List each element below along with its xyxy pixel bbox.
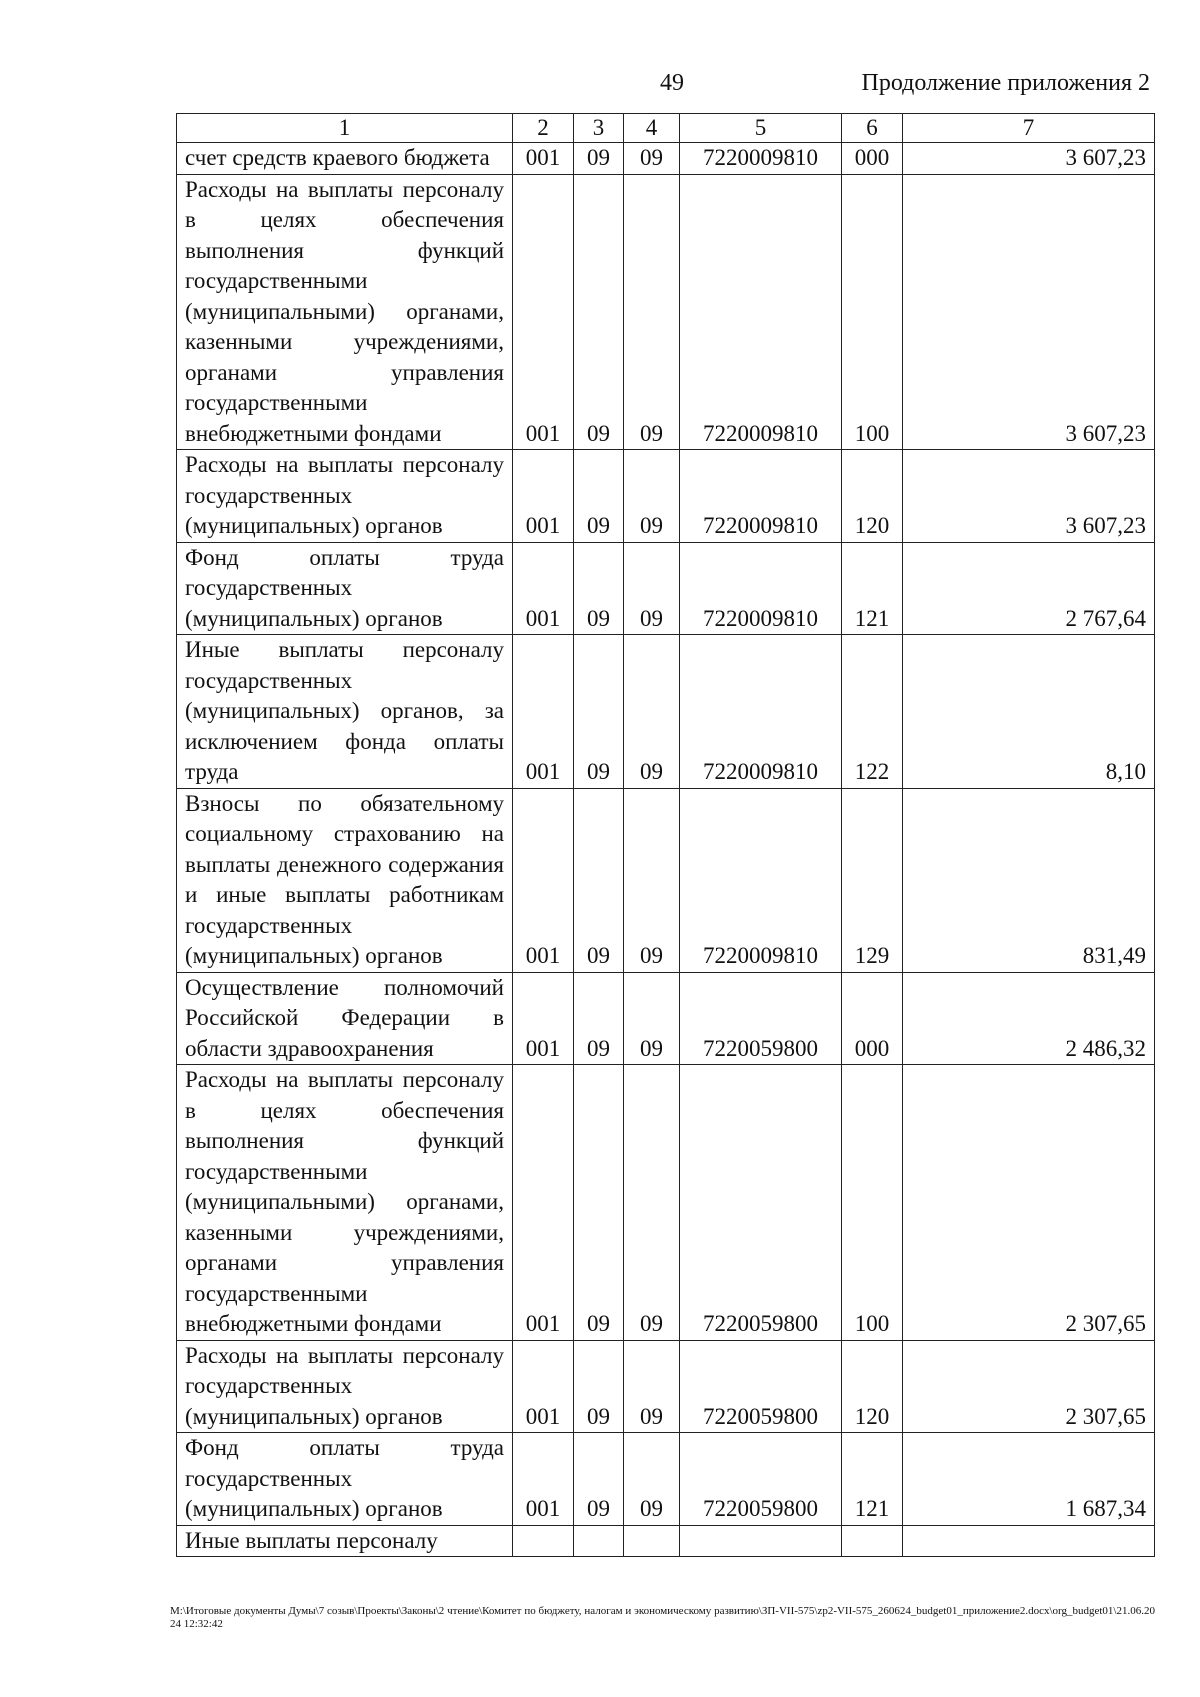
table-row bbox=[177, 143, 1155, 175]
amount bbox=[903, 1525, 1155, 1557]
subsection-code: 09 bbox=[624, 143, 680, 175]
section-code: 09 bbox=[574, 1433, 624, 1526]
amount: 2 307,65 bbox=[903, 1065, 1155, 1341]
section-code: 09 bbox=[574, 143, 624, 175]
continuation-label: Продолжение приложения 2 bbox=[861, 70, 1150, 96]
table-header-row bbox=[177, 114, 1155, 143]
ministry-code: 001 bbox=[513, 1065, 574, 1341]
expense-description: Фонд оплаты труда государственных (муниципальных) органов bbox=[177, 1433, 513, 1526]
expense-type-code bbox=[842, 1525, 903, 1557]
amount: 3 607,23 bbox=[903, 450, 1155, 543]
expense-type-code: 100 bbox=[842, 1065, 903, 1341]
table-row bbox=[177, 450, 1155, 543]
ministry-code: 001 bbox=[513, 635, 574, 789]
amount: 831,49 bbox=[903, 788, 1155, 972]
table-row bbox=[177, 635, 1155, 789]
target-article-code: 7220009810 bbox=[680, 143, 842, 175]
section-code: 09 bbox=[574, 450, 624, 543]
subsection-code: 09 bbox=[624, 1065, 680, 1341]
expense-description: счет средств краевого бюджета bbox=[177, 143, 513, 175]
amount: 1 687,34 bbox=[903, 1433, 1155, 1526]
expense-description: Взносы по обязательному социальному страхованию на выплаты денежного содержания и иные выплаты работникам государственных (муниципальных) органов bbox=[177, 788, 513, 972]
section-code: 09 bbox=[574, 972, 624, 1065]
section-code: 09 bbox=[574, 1065, 624, 1341]
document-file-path: M:\Итоговые документы Думы\7 созыв\Проекты\Законы\2 чтение\Комитет по бюджету, налогам и экономическому развитию\ЗП-VII-575\zp2-VII-575_260624_budget01_приложение2.docx\org_budget01\21.06.2024 12:32:42 bbox=[170, 1605, 1155, 1630]
target-article-code: 7220009810 bbox=[680, 788, 842, 972]
ministry-code: 001 bbox=[513, 143, 574, 175]
amount: 3 607,23 bbox=[903, 174, 1155, 450]
expense-type-code: 122 bbox=[842, 635, 903, 789]
subsection-code: 09 bbox=[624, 972, 680, 1065]
page-number: 49 bbox=[660, 70, 684, 96]
section-code: 09 bbox=[574, 788, 624, 972]
target-article-code: 7220009810 bbox=[680, 635, 842, 789]
section-code: 09 bbox=[574, 635, 624, 789]
section-code: 09 bbox=[574, 174, 624, 450]
table-row bbox=[177, 1433, 1155, 1526]
expense-type-code: 100 bbox=[842, 174, 903, 450]
table-row bbox=[177, 972, 1155, 1065]
expense-description: Расходы на выплаты персоналу в целях обеспечения выполнения функций государственными (муниципальными) органами, казенными учреждениями, органами управления государственными внебюджетными фондами bbox=[177, 174, 513, 450]
ministry-code: 001 bbox=[513, 1340, 574, 1433]
ministry-code bbox=[513, 1525, 574, 1557]
subsection-code: 09 bbox=[624, 1433, 680, 1526]
column-header: 3 bbox=[574, 114, 624, 143]
column-header: 4 bbox=[624, 114, 680, 143]
amount: 2 767,64 bbox=[903, 542, 1155, 635]
target-article-code: 7220009810 bbox=[680, 174, 842, 450]
ministry-code: 001 bbox=[513, 972, 574, 1065]
amount: 2 486,32 bbox=[903, 972, 1155, 1065]
ministry-code: 001 bbox=[513, 450, 574, 543]
expense-description: Иные выплаты персоналу государственных (муниципальных) органов, за исключением фонда оплаты труда bbox=[177, 635, 513, 789]
subsection-code: 09 bbox=[624, 788, 680, 972]
column-header: 2 bbox=[513, 114, 574, 143]
table-row bbox=[177, 1065, 1155, 1341]
target-article-code: 7220059800 bbox=[680, 1340, 842, 1433]
expense-description: Иные выплаты персоналу bbox=[177, 1525, 513, 1557]
expense-type-code: 129 bbox=[842, 788, 903, 972]
expense-type-code: 000 bbox=[842, 972, 903, 1065]
expense-description: Расходы на выплаты персоналу государственных (муниципальных) органов bbox=[177, 450, 513, 543]
subsection-code: 09 bbox=[624, 542, 680, 635]
target-article-code: 7220009810 bbox=[680, 450, 842, 543]
subsection-code: 09 bbox=[624, 1340, 680, 1433]
expense-description: Фонд оплаты труда государственных (муниципальных) органов bbox=[177, 542, 513, 635]
target-article-code bbox=[680, 1525, 842, 1557]
target-article-code: 7220059800 bbox=[680, 1065, 842, 1341]
budget-table bbox=[176, 113, 1155, 1557]
table-row bbox=[177, 1525, 1155, 1557]
table-row bbox=[177, 788, 1155, 972]
subsection-code: 09 bbox=[624, 635, 680, 789]
expense-description: Расходы на выплаты персоналу государственных (муниципальных) органов bbox=[177, 1340, 513, 1433]
ministry-code: 001 bbox=[513, 174, 574, 450]
amount: 8,10 bbox=[903, 635, 1155, 789]
column-header: 7 bbox=[903, 114, 1155, 143]
column-header: 5 bbox=[680, 114, 842, 143]
subsection-code: 09 bbox=[624, 174, 680, 450]
expense-type-code: 120 bbox=[842, 450, 903, 543]
amount: 3 607,23 bbox=[903, 143, 1155, 175]
ministry-code: 001 bbox=[513, 788, 574, 972]
column-header: 1 bbox=[177, 114, 513, 143]
table-row bbox=[177, 174, 1155, 450]
expense-type-code: 000 bbox=[842, 143, 903, 175]
expense-type-code: 121 bbox=[842, 1433, 903, 1526]
ministry-code: 001 bbox=[513, 542, 574, 635]
column-header: 6 bbox=[842, 114, 903, 143]
section-code: 09 bbox=[574, 542, 624, 635]
target-article-code: 7220059800 bbox=[680, 1433, 842, 1526]
subsection-code bbox=[624, 1525, 680, 1557]
expense-type-code: 120 bbox=[842, 1340, 903, 1433]
expense-description: Расходы на выплаты персоналу в целях обеспечения выполнения функций государственными (муниципальными) органами, казенными учреждениями, органами управления государственными внебюджетными фондами bbox=[177, 1065, 513, 1341]
table-row bbox=[177, 1340, 1155, 1433]
table-row bbox=[177, 542, 1155, 635]
expense-type-code: 121 bbox=[842, 542, 903, 635]
expense-description: Осуществление полномочий Российской Федерации в области здравоохранения bbox=[177, 972, 513, 1065]
target-article-code: 7220009810 bbox=[680, 542, 842, 635]
amount: 2 307,65 bbox=[903, 1340, 1155, 1433]
subsection-code: 09 bbox=[624, 450, 680, 543]
section-code: 09 bbox=[574, 1340, 624, 1433]
target-article-code: 7220059800 bbox=[680, 972, 842, 1065]
section-code bbox=[574, 1525, 624, 1557]
ministry-code: 001 bbox=[513, 1433, 574, 1526]
